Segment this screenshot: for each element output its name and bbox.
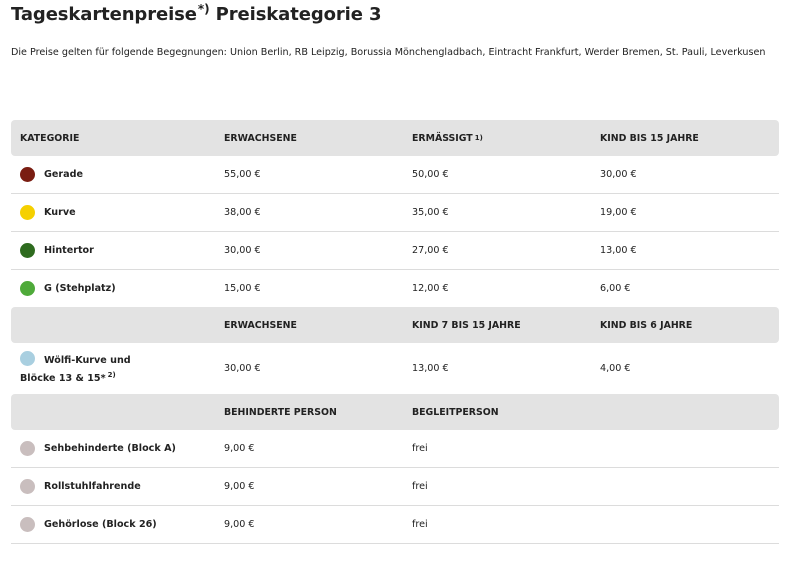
table-row [11, 194, 779, 232]
row-label: Hintertor [44, 245, 94, 256]
table-row [11, 506, 779, 544]
price-cell: 13,00 € [600, 245, 637, 256]
page-title: Tageskartenpreise*) Preiskategorie 3 [11, 2, 382, 25]
row-label: Rollstuhlfahrende [44, 481, 141, 492]
price-cell: 4,00 € [600, 363, 631, 374]
header-ermaessigt: ERMÄSSIGT 1) [412, 132, 483, 144]
price-cell: 38,00 € [224, 207, 261, 218]
row-label: Kurve [44, 207, 76, 218]
intro-text: Die Preise gelten für folgende Begegnungen: Union Berlin, RB Leipzig, Borussia Mönchengladbach, Eintracht Frankfurt, Werder Bremen, St. Pauli, Leverkusen [11, 47, 766, 58]
price-cell: 55,00 € [224, 169, 261, 180]
row-label: G (Stehplatz) [44, 283, 116, 294]
header-behinderte: BEHINDERTE PERSON [224, 406, 337, 418]
price-cell: frei [412, 443, 428, 454]
table-row [11, 468, 779, 506]
price-cell: frei [412, 481, 428, 492]
table-row [11, 232, 779, 270]
price-cell: 9,00 € [224, 443, 255, 454]
color-dot-icon [20, 167, 35, 182]
row-label: Wölfi-Kurve und Blöcke 13 & 15* $^{2)}$ [20, 351, 170, 386]
color-dot-icon [20, 351, 35, 366]
color-dot-icon [20, 205, 35, 220]
price-cell: 12,00 € [412, 283, 449, 294]
header-erwachsene: ERWACHSENE [224, 132, 297, 144]
table-header-row [11, 307, 779, 343]
table-row [11, 430, 779, 468]
price-cell: frei [412, 519, 428, 530]
table-row [11, 156, 779, 194]
row-label: Gehörlose (Block 26) [44, 519, 157, 530]
price-table [11, 120, 779, 544]
header-kategorie: KATEGORIE [20, 132, 80, 144]
color-dot-icon [20, 517, 35, 532]
header-kind-6: KIND BIS 6 JAHRE [600, 319, 693, 331]
price-cell: 15,00 € [224, 283, 261, 294]
price-cell: 9,00 € [224, 519, 255, 530]
price-cell: 13,00 € [412, 363, 449, 374]
price-cell: 9,00 € [224, 481, 255, 492]
header-erwachsene: ERWACHSENE [224, 319, 297, 331]
color-dot-icon [20, 281, 35, 296]
price-cell: 30,00 € [224, 363, 261, 374]
color-dot-icon [20, 479, 35, 494]
header-begleit: BEGLEITPERSON [412, 406, 499, 418]
table-row [11, 270, 779, 307]
price-cell: 19,00 € [600, 207, 637, 218]
title-footnote-mark: *) [197, 2, 210, 16]
table-header-row [11, 120, 779, 156]
price-cell: 27,00 € [412, 245, 449, 256]
color-dot-icon [20, 441, 35, 456]
row-label: Gerade [44, 169, 83, 180]
header-kind-7-15: KIND 7 BIS 15 JAHRE [412, 319, 521, 331]
price-cell: 30,00 € [600, 169, 637, 180]
header-kind: KIND BIS 15 JAHRE [600, 132, 699, 144]
price-cell: 6,00 € [600, 283, 631, 294]
row-label: Sehbehinderte (Block A) [44, 443, 176, 454]
price-cell: 35,00 € [412, 207, 449, 218]
price-cell: 30,00 € [224, 245, 261, 256]
table-header-row [11, 394, 779, 430]
table-row [11, 343, 779, 394]
price-cell: 50,00 € [412, 169, 449, 180]
color-dot-icon [20, 243, 35, 258]
